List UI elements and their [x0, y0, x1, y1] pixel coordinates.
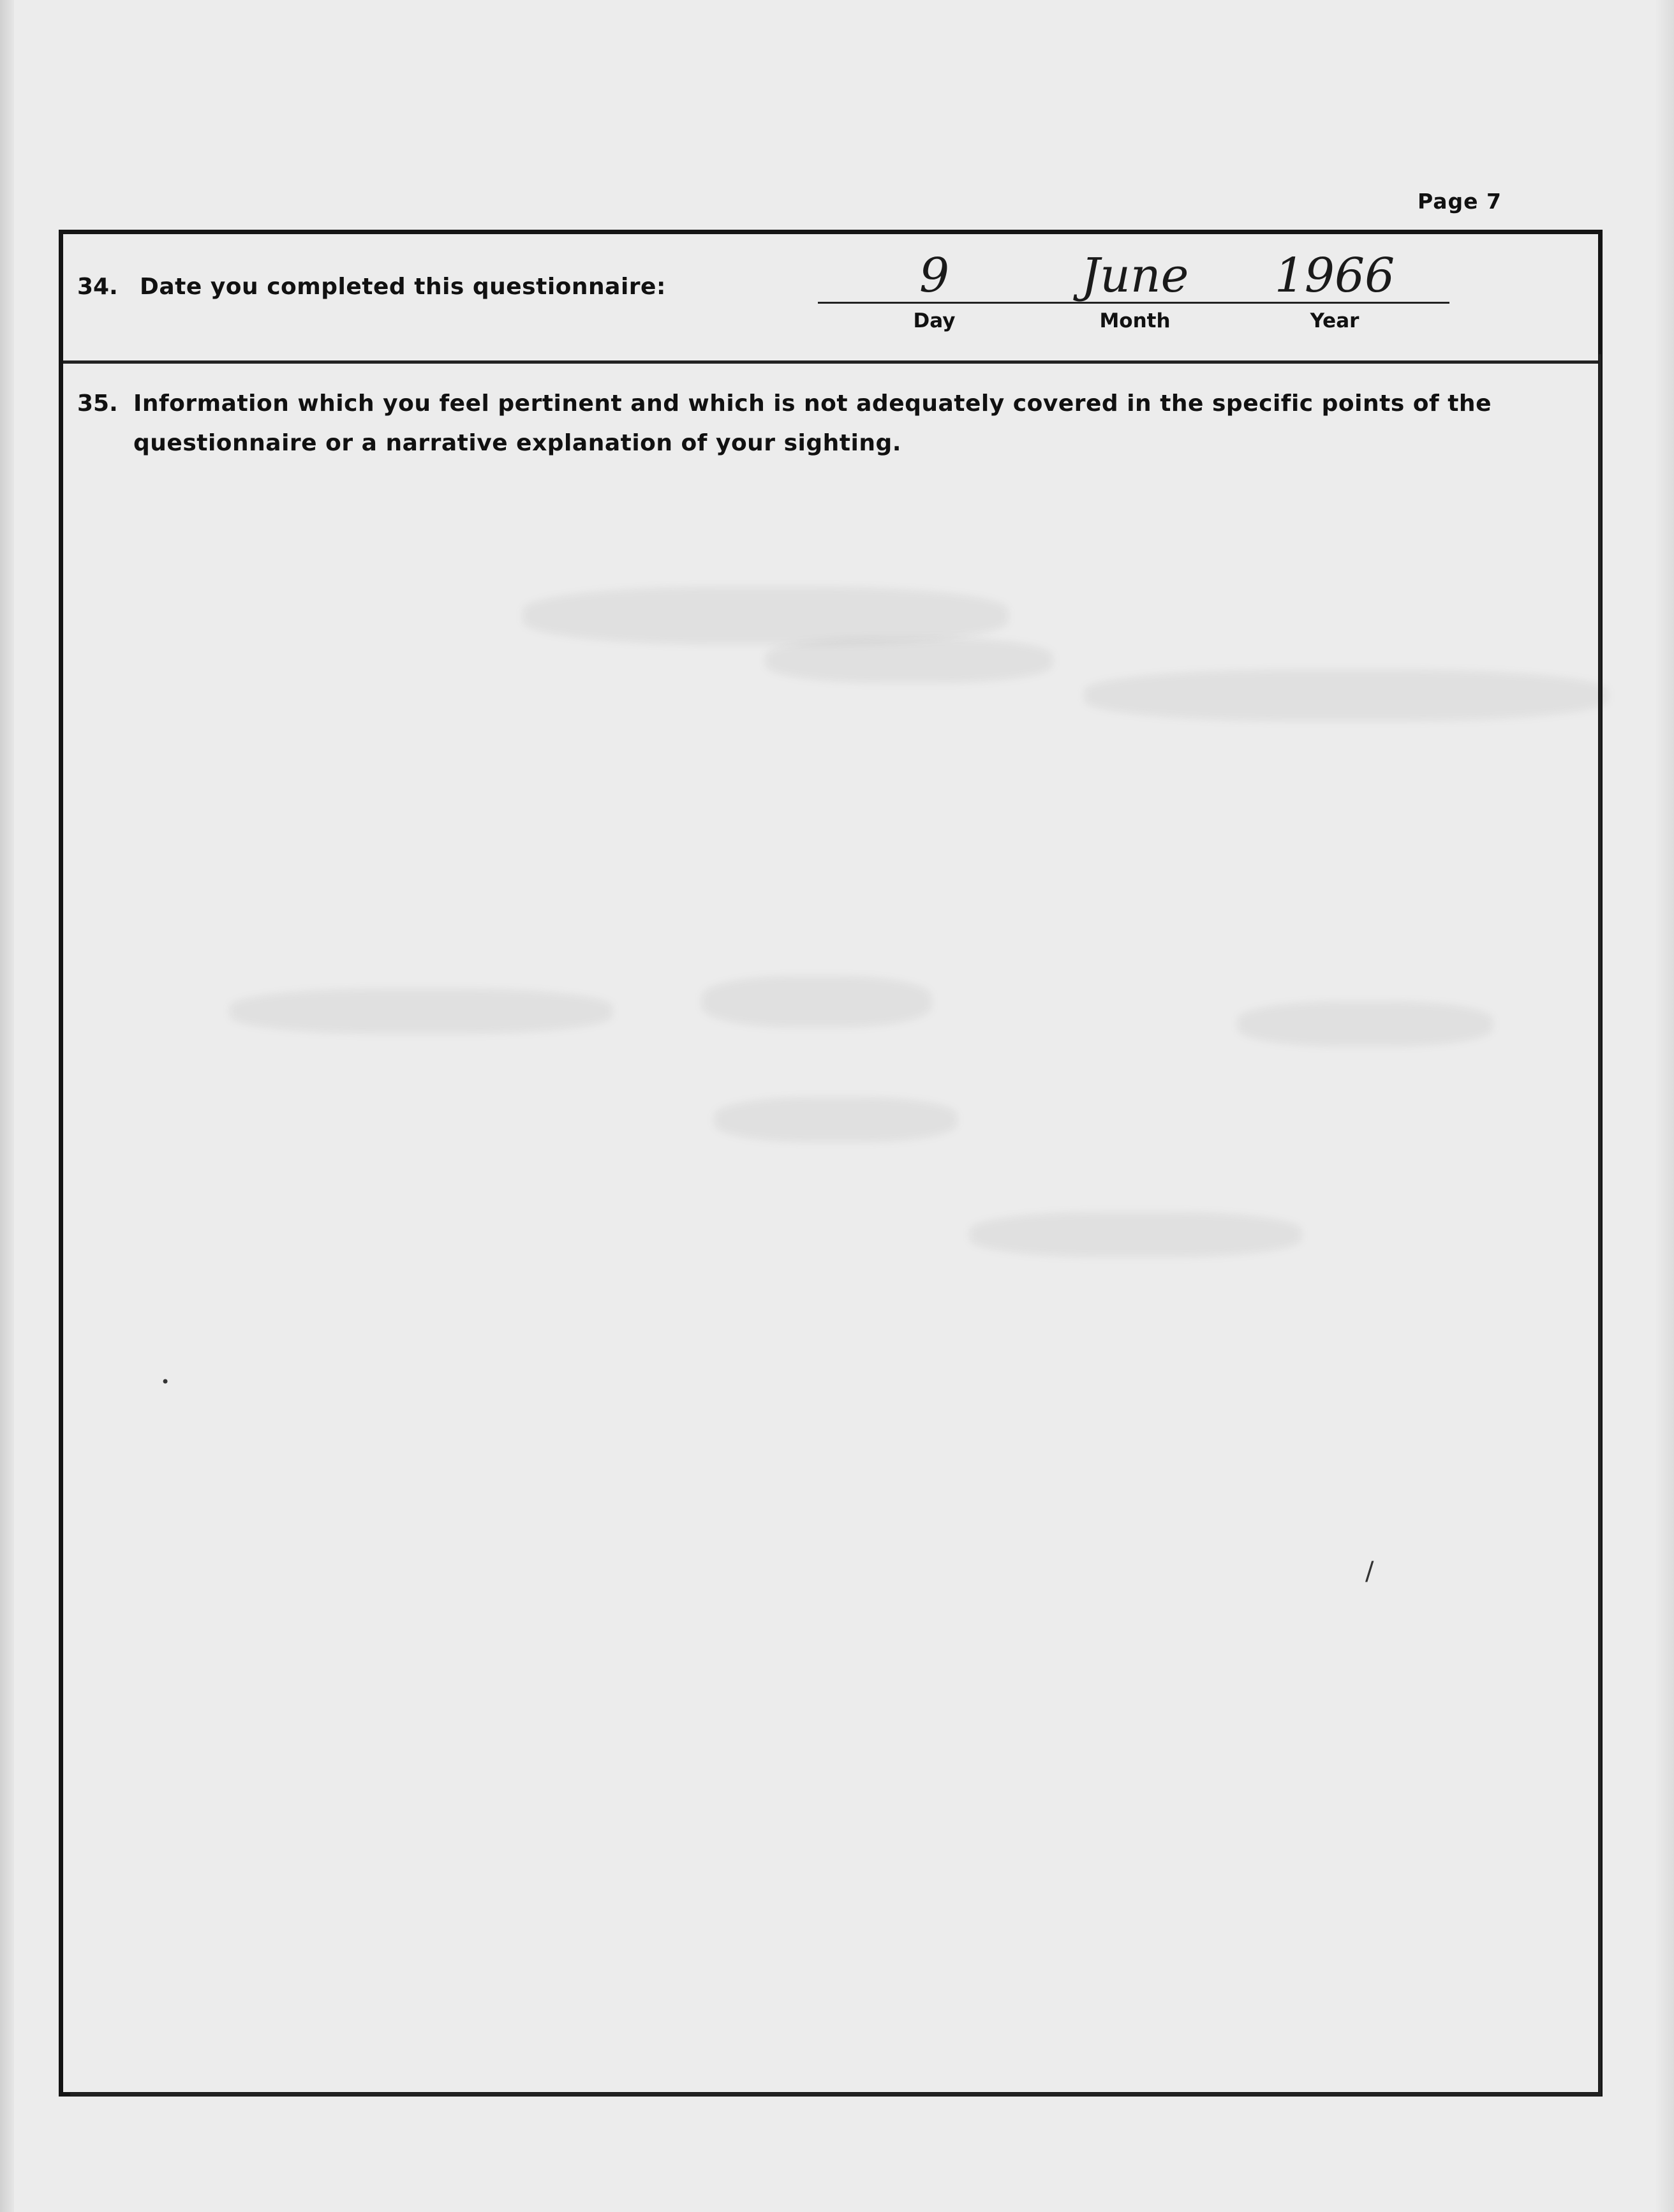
question-35-text-line-2: questionnaire or a narrative explanation of your sighting.	[133, 430, 901, 456]
question-35-text-line-1: Information which you feel pertinent and which is not adequately covered in the specific points of the	[133, 390, 1492, 417]
question-34-number: 34.	[77, 274, 118, 300]
question-34-text: Date you completed this questionnaire:	[140, 274, 666, 300]
scan-left-edge	[0, 0, 14, 2212]
year-value: 1966	[1274, 248, 1395, 303]
day-field[interactable]	[818, 238, 1051, 332]
stray-dot: •	[161, 1373, 170, 1391]
year-field[interactable]	[1220, 238, 1449, 332]
month-field[interactable]	[1020, 238, 1250, 332]
question-35-number: 35.	[77, 390, 118, 417]
year-label: Year	[1310, 309, 1359, 332]
questionnaire-form-box	[59, 230, 1603, 2097]
stray-pen-mark: /	[1365, 1557, 1374, 1586]
month-value: June	[1081, 248, 1189, 303]
day-value: 9	[919, 248, 950, 303]
question-34-section	[63, 234, 1598, 364]
question-35-section[interactable]	[63, 364, 1598, 2092]
day-label: Day	[913, 309, 956, 332]
page-number: Page 7	[1417, 189, 1502, 214]
scan-right-edge	[1655, 0, 1674, 2212]
month-label: Month	[1099, 309, 1171, 332]
